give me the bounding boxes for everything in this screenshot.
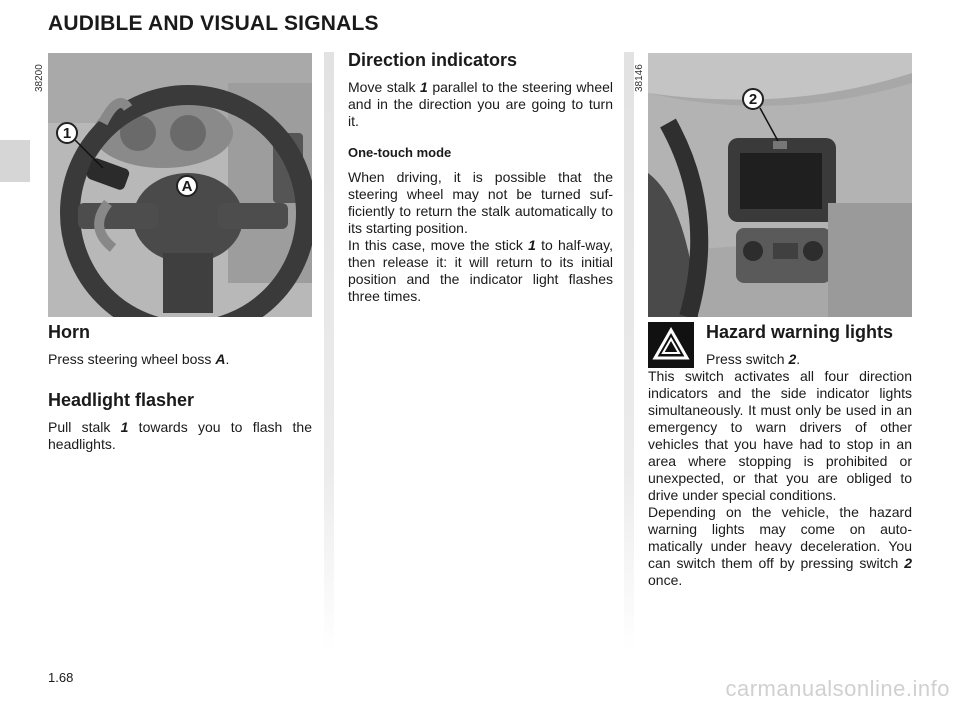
watermark: carmanualsonline.info — [725, 676, 950, 701]
section-tab — [0, 140, 30, 182]
hazard-press-text: Press switch 2. — [706, 351, 801, 367]
callout-a: A — [176, 175, 198, 197]
horn-heading: Horn — [48, 322, 90, 342]
photo-ref-code: 38200 — [34, 64, 45, 92]
headlight-flasher-heading: Headlight flasher — [48, 390, 195, 410]
headlight-flasher-text: Pull stalk 1 towards you to flash the headlights. — [48, 419, 312, 452]
dashboard-photo — [648, 53, 912, 317]
page-number: 1.68 — [48, 670, 74, 685]
one-touch-subheading: One-touch mode — [348, 145, 452, 160]
direction-indicators-text: Move stalk 1 parallel to the steering wheel and in the direction you are going to turn it. — [348, 79, 613, 129]
photo-ref-code-2: 38146 — [634, 64, 645, 92]
direction-indicators-heading: Direction indicators — [348, 50, 518, 70]
horn-section — [48, 322, 312, 368]
one-touch-text: When driving, it is possible that the steering wheel may not be turned suf- ficiently to return the stalk automatically to its starting position. — [348, 169, 613, 236]
steering-wheel-photo — [48, 53, 312, 317]
hazard-description: This switch activates all four direction indicators and the side indicator lights simultaneously. It must only be used in an emergency to warn drivers of other vehicles that you have had to stop in an area where stopping is prohibited or unexpected, or that you are obliged to drive under special conditions. — [648, 368, 912, 503]
horn-text: Press steering wheel boss A. — [48, 351, 230, 367]
headlight-flasher-section — [48, 390, 312, 453]
callout-1: 1 — [56, 122, 78, 144]
hazard-heading: Hazard warning lights — [706, 322, 894, 342]
hazard-deceleration-text: Depending on the vehicle, the hazard warning lights may come on auto- matically under heavy deceleration. You can switch them off by pressing switch 2 once. — [648, 504, 912, 588]
direction-indicators-section — [348, 50, 613, 305]
dashboard-illustration — [648, 53, 912, 317]
page-title: AUDIBLE AND VISUAL SIGNALS — [48, 12, 379, 35]
callout-2: 2 — [742, 88, 764, 110]
one-touch-instruction: In this case, move the stick 1 to half-way, then release it: it will return to its initial position and the indicator light flashes three times. — [348, 237, 613, 304]
column-divider — [324, 52, 334, 652]
hazard-section — [648, 322, 912, 589]
column-divider-2 — [624, 52, 634, 652]
